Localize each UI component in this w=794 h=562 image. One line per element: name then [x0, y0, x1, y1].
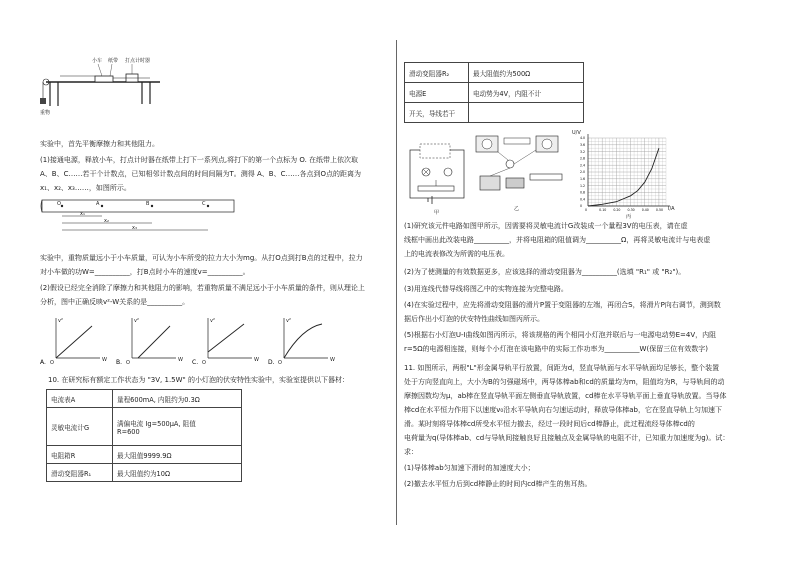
- table-cell: 电源E: [405, 83, 469, 103]
- graph-b-option: B.: [116, 359, 123, 366]
- q11-line4: 棒cd在水平恒力作用下以速度v₀沿水平导轨向右匀速运动时，释放导体棒ab，它在竖直导轨上匀加速下: [404, 406, 722, 414]
- graph-b-origin: O: [126, 360, 130, 366]
- graph-d: [268, 318, 335, 366]
- graph-d-ylabel: v²: [286, 318, 291, 324]
- y-tick-label: 2.4: [580, 163, 586, 168]
- q2-line1: (2)假设已经完全消除了摩擦力和其他阻力的影响，若重物质量不满足远小于小车质量的条件，则从理论上: [40, 284, 365, 292]
- graph-c: [192, 318, 259, 366]
- graph-b-ylabel: v²: [134, 318, 139, 324]
- y-tick-label: 0.4: [580, 197, 586, 202]
- table-row: [47, 446, 242, 464]
- q11-sub2: (2)撤去水平恒力后到cd棒静止的时间内cd棒产生的焦耳热。: [404, 480, 592, 488]
- x-tick-label: 0.40: [641, 208, 649, 212]
- x-tick-label: 0: [585, 208, 588, 212]
- table-row: [405, 103, 584, 123]
- table-cell-line: 满偏电流 Ig=500μA, 阻值: [117, 419, 196, 428]
- r-q1-line2: 线框中画出此改装电路__________，并将电阻箱的阻值调为__________Ω，再将灵敏电流计与电表虚: [404, 236, 711, 244]
- chart-y-axis-label: U/V: [572, 130, 581, 136]
- q1-line2: A、B、C……若干个计数点，已知相邻计数点间的时间间隔为T。测得 A、B、C……各点到O点的距离为: [40, 170, 361, 178]
- circuit-figure-jia: [406, 140, 468, 216]
- tape-x3: x₃: [132, 225, 137, 231]
- q11-line7: 求：: [404, 448, 418, 456]
- r-q1-line1: (1)研究该元件电路如图甲所示，因需要将灵敏电流计G改装成一个量程3V的电压表，请在虚: [404, 222, 688, 230]
- tape-a: A: [96, 201, 100, 207]
- r-q4-line1: (4)在实验过程中，应先将滑动变阻器的滑片P置于变阻器的左端，再闭合S，将滑片P向右调节，测到数: [404, 301, 721, 309]
- r-q5-line1: (5)根据右小灯泡U-I曲线如图丙所示，将该规格的两个相同小灯泡并联后与一电源电动势E=4V，内阻: [404, 331, 717, 339]
- y-tick-label: 0.8: [580, 190, 586, 195]
- equipment-table-right: [404, 62, 584, 123]
- y-tick-label: 1.2: [580, 183, 586, 188]
- table-cell: 最大阻值9999.9Ω: [113, 446, 242, 464]
- q11-line2: 处于方向竖直向上，大小为B的匀强磁场中，两导体棒ab和cd的质量均为m，阻值均为R，与导轨间的动: [404, 378, 725, 386]
- table-row: [47, 464, 242, 482]
- table-cell: [469, 103, 584, 123]
- setup-figure-yi: [470, 130, 568, 216]
- table-cell: 电动势为4V，内阻不计: [469, 83, 584, 103]
- graph-d-option: D.: [268, 359, 275, 366]
- graph-d-xlabel: W: [330, 357, 335, 363]
- graph-c-option: C.: [192, 359, 199, 366]
- label-weight: 重物: [40, 110, 51, 116]
- exp-a-text: 实验中，首先平衡摩擦力和其他阻力。: [40, 140, 159, 148]
- graph-a: [40, 318, 107, 366]
- exp-b-line1: 实验中，重物质量远小于小车质量，可认为小车所受的拉力大小为mg。从打O点到打B点的过程中，拉力: [40, 254, 363, 262]
- y-tick-label: 2.8: [580, 156, 586, 161]
- q11-sub1: (1)导体棒ab匀加速下滑时的加速度大小；: [404, 464, 535, 472]
- label-tape: 纸带: [108, 58, 119, 64]
- q11-line5: 滑。某时刻将导体棒cd所受水平恒力撤去，经过一段时间后cd棒静止，此过程流经导体棒cd的: [404, 420, 695, 428]
- tape-x2: x₂: [104, 218, 109, 224]
- r-q4-line2: 据后作出小灯泡的伏安特性曲线如图丙所示。: [404, 315, 544, 323]
- option-graphs: [40, 314, 340, 366]
- column-divider: [396, 40, 397, 525]
- table-cell: [113, 408, 242, 446]
- table-cell: 最大阻值约为500Ω: [469, 63, 584, 83]
- graph-c-ylabel: v²: [210, 318, 215, 324]
- table-cell: 滑动变阻器R₁: [47, 464, 113, 482]
- table-cell: 电流表A: [47, 390, 113, 408]
- tape-c: C: [202, 201, 206, 207]
- ui-chart-bing: [570, 128, 680, 220]
- graph-a-option: A.: [40, 359, 46, 366]
- graph-c-origin: O: [202, 360, 206, 366]
- chart-ticks: [580, 134, 670, 212]
- x-tick-label: 0.20: [613, 208, 621, 212]
- table-cell: 电阻箱R: [47, 446, 113, 464]
- table-row: [405, 63, 584, 83]
- chart-grid: [588, 138, 666, 206]
- label-car: 小车: [92, 58, 103, 64]
- q1-line1: (1)接通电源，释放小车，打点计时器在纸带上打下一系列点,将打下的第一个点标为 O. 在纸带上依次取: [40, 156, 359, 164]
- graph-d-origin: O: [278, 360, 282, 366]
- table-cell: 开关，导线若干: [405, 103, 469, 123]
- label-jia: 甲: [434, 210, 440, 216]
- graph-a-xlabel: W: [102, 357, 107, 363]
- q10-text: 10. 在研究标有额定工作状态为 "3V, 1.5W" 的小灯泡的伏安特性实验中，实验室提供以下器材：: [48, 376, 349, 384]
- graph-b-xlabel: W: [178, 357, 183, 363]
- graph-a-ylabel: v²: [58, 318, 63, 324]
- graph-a-origin: O: [50, 360, 54, 366]
- label-bing: 丙: [626, 214, 632, 220]
- q11-line1: 11. 如图所示，两根"L"形金属导轨平行放置，间距为d，竖直导轨面与水平导轨面均足够长，整个装置: [404, 364, 720, 372]
- table-cell: 最大阻值约为10Ω: [113, 464, 242, 482]
- y-tick-label: 3.6: [580, 143, 586, 147]
- exp-b-line2: 对小车做的功W=__________，打B点时小车的速度v=__________。: [40, 268, 250, 276]
- apparatus-figure: [40, 56, 170, 118]
- tape-o: O: [57, 201, 61, 207]
- q1-line3: x₁、x₂、x₃……，如图所示。: [40, 184, 131, 192]
- x-tick-label: 0.50: [655, 208, 664, 212]
- y-tick-label: 1.6: [580, 177, 586, 181]
- graph-c-xlabel: W: [254, 357, 259, 363]
- table-row: [47, 408, 242, 446]
- graph-b: [116, 318, 183, 366]
- x-tick-label: 0.10: [599, 208, 607, 212]
- y-tick-label: 2.0: [580, 170, 586, 175]
- y-tick-label: 0: [580, 204, 583, 209]
- table-cell: 灵敏电流计G: [47, 408, 113, 446]
- q2-line2: 分析，图中正确反映v²-W关系的是__________。: [40, 298, 190, 306]
- y-tick-label: 3.2: [580, 149, 586, 154]
- chart-x-axis-label: I/A: [668, 206, 675, 212]
- table-cell: 量程600mA, 内阻约为0.3Ω: [113, 390, 242, 408]
- r-q2: (2)为了使测量的有效数据更多，应该选择的滑动变阻器为__________(选填 "R₁" 或 "R₂")。: [404, 268, 686, 276]
- q11-line6: 电荷量为q(导体棒ab、cd与导轨间接触良好且接触点及金属导轨的电阻不计，已知重力加速度为g)。试：: [404, 434, 730, 442]
- tape-b: B: [146, 201, 150, 207]
- q11-line3: 摩擦因数均为μ，ab棒在竖直导轨平面左侧垂直导轨放置，cd棒在水平导轨平面上垂直导轨放置。当导体: [404, 392, 727, 400]
- label-timer: 打点计时器: [125, 58, 151, 64]
- table-cell-line: R=600: [117, 427, 140, 436]
- r-q5-line2: r=5Ω的电源相连接，则每个小灯泡在该电路中的实际工作功率为__________W(保留三位有效数字): [404, 345, 708, 353]
- table-row: [47, 390, 242, 408]
- tape-figure: [40, 196, 240, 236]
- table-cell: 滑动变阻器R₂: [405, 63, 469, 83]
- r-q1-line3: 上的电流表修改为所需的电压表。: [404, 250, 509, 258]
- table-row: [405, 83, 584, 103]
- equipment-table-left: [46, 389, 242, 482]
- label-yi: 乙: [514, 206, 520, 212]
- tape-x1: x₁: [80, 211, 85, 217]
- r-q3: (3)用连线代替导线将图乙中的实物连接为完整电路。: [404, 285, 568, 293]
- x-tick-label: 0.30: [627, 208, 635, 212]
- y-tick-label: 4.0: [580, 136, 586, 141]
